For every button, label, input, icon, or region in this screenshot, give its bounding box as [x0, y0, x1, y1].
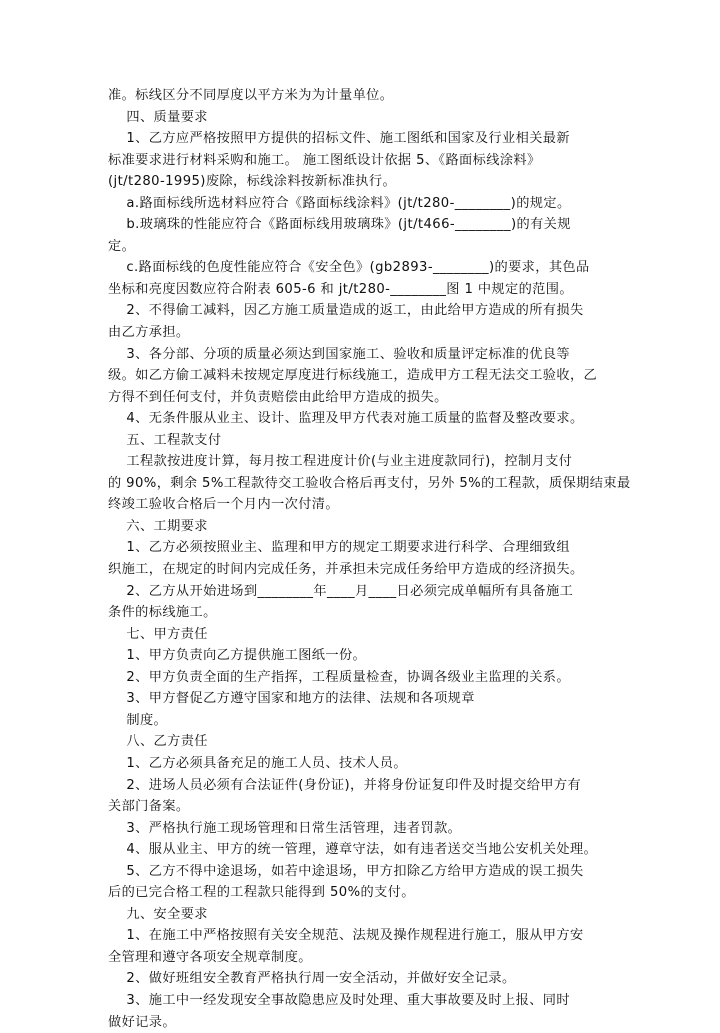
text-line: 2、做好班组安全教育严格执行周一安全活动，并做好安全记录。	[108, 971, 516, 987]
text-line: 关部门备案。	[108, 799, 190, 815]
text-line: 条件的标线施工。	[108, 605, 217, 621]
text-line: 标准要求进行材料采购和施工。 施工图纸设计依据 5、《路面标线涂料》	[108, 152, 541, 168]
text-line: 制度。	[108, 712, 168, 728]
section-heading: 六、工期要求	[108, 518, 208, 534]
text-line: 1、乙方必须具备充足的施工人员、技术人员。	[108, 755, 407, 771]
text-line: 2、进场人员必须有合法证件(身份证)，并将身份证复印件及时提交给甲方有	[108, 777, 582, 793]
text-line: 2、乙方从开始进场到________年____月____日必须完成单幅所有具备施工	[108, 583, 574, 599]
text-line: 3、各分部、分项的质量必须达到国家施工、验收和质量评定标准的优良等	[108, 346, 570, 362]
text-line: (jt/t280-1995)废除，标线涂料按新标准执行。	[108, 174, 397, 190]
document-body	[108, 85, 631, 1033]
text-line: b.玻璃珠的性能应符合《路面标线用玻璃珠》(jt/t466-________)的有关规	[108, 217, 571, 233]
text-line: 3、施工中一经发现安全事故隐患应及时处理、重大事故要及时上报、同时	[108, 992, 570, 1008]
text-line: 1、甲方负责向乙方提供施工图纸一份。	[108, 648, 367, 664]
text-line: 1、乙方必须按照业主、监理和甲方的规定工期要求进行科学、合理细致组	[108, 540, 570, 556]
section-heading: 四、质量要求	[108, 109, 208, 125]
text-line: 2、不得偷工减料，因乙方施工质量造成的返工，由此给甲方造成的所有损失	[108, 303, 584, 319]
section-heading: 五、工程款支付	[108, 432, 222, 448]
text-line: 工程款按进度计算，每月按工程进度计价(与业主进度款同行)，控制月支付	[108, 454, 573, 470]
text-line: 3、严格执行施工现场管理和日常生活管理，违者罚款。	[108, 820, 462, 836]
text-line: 织施工，在规定的时间内完成任务，并承担未完成任务给甲方造成的经济损失。	[108, 562, 584, 578]
text-line: 3、甲方督促乙方遵守国家和地方的法律、法规和各项规章	[108, 691, 475, 707]
text-line: 4、无条件服从业主、设计、监理及甲方代表对施工质量的监督及整改要求。	[108, 411, 584, 427]
text-line: 全管理和遵守各项安全规章制度。	[108, 949, 312, 965]
text-line: a.路面标线所选材料应符合《路面标线涂料》(jt/t280-________)的规定。	[108, 195, 571, 211]
text-line: 1、在施工中严格按照有关安全规范、法规及操作规程进行施工，服从甲方安	[108, 928, 584, 944]
section-heading: 八、乙方责任	[108, 734, 208, 750]
section-heading: 七、甲方责任	[108, 626, 208, 642]
text-line: 方得不到任何支付，并负责赔偿由此给甲方造成的损失。	[108, 389, 448, 405]
section-heading: 九、安全要求	[108, 906, 208, 922]
text-line: 由乙方承担。	[108, 325, 190, 341]
text-line: 级。如乙方偷工减料未按规定厚度进行标线施工，造成甲方工程无法交工验收，乙	[108, 368, 598, 384]
text-line: 1、乙方应严格按照甲方提供的招标文件、施工图纸和国家及行业相关最新	[108, 131, 570, 147]
text-line: 后的已完合格工程的工程款只能得到 50%的支付。	[108, 885, 415, 901]
text-line: 5、乙方不得中途退场，如若中途退场，甲方扣除乙方给甲方造成的误工损失	[108, 863, 584, 879]
text-line: 准。标线区分不同厚度以平方米为为计量单位。	[108, 88, 394, 103]
text-line: 坐标和亮度因数应符合附表 605-6 和 jt/t280-________图 1 中规定的范围。	[108, 281, 573, 297]
text-line: c.路面标线的色度性能应符合《安全色》(gb2893-________)的要求，其色品	[108, 260, 590, 276]
text-line: 定。	[108, 238, 136, 254]
text-line: 2、甲方负责全面的生产指挥，工程质量检查，协调各级业主监理的关系。	[108, 669, 570, 685]
text-line: 4、服从业主、甲方的统一管理，遵章守法，如有违者送交当地公安机关处理。	[108, 842, 598, 858]
text-line: 终竣工验收合格后一个月内一次付清。	[108, 497, 339, 513]
text-line: 做好记录。	[108, 1014, 176, 1030]
text-line: 的 90%，剩余 5%工程款待交工验收合格后再支付，另外 5%的工程款，质保期结束最	[108, 475, 631, 491]
